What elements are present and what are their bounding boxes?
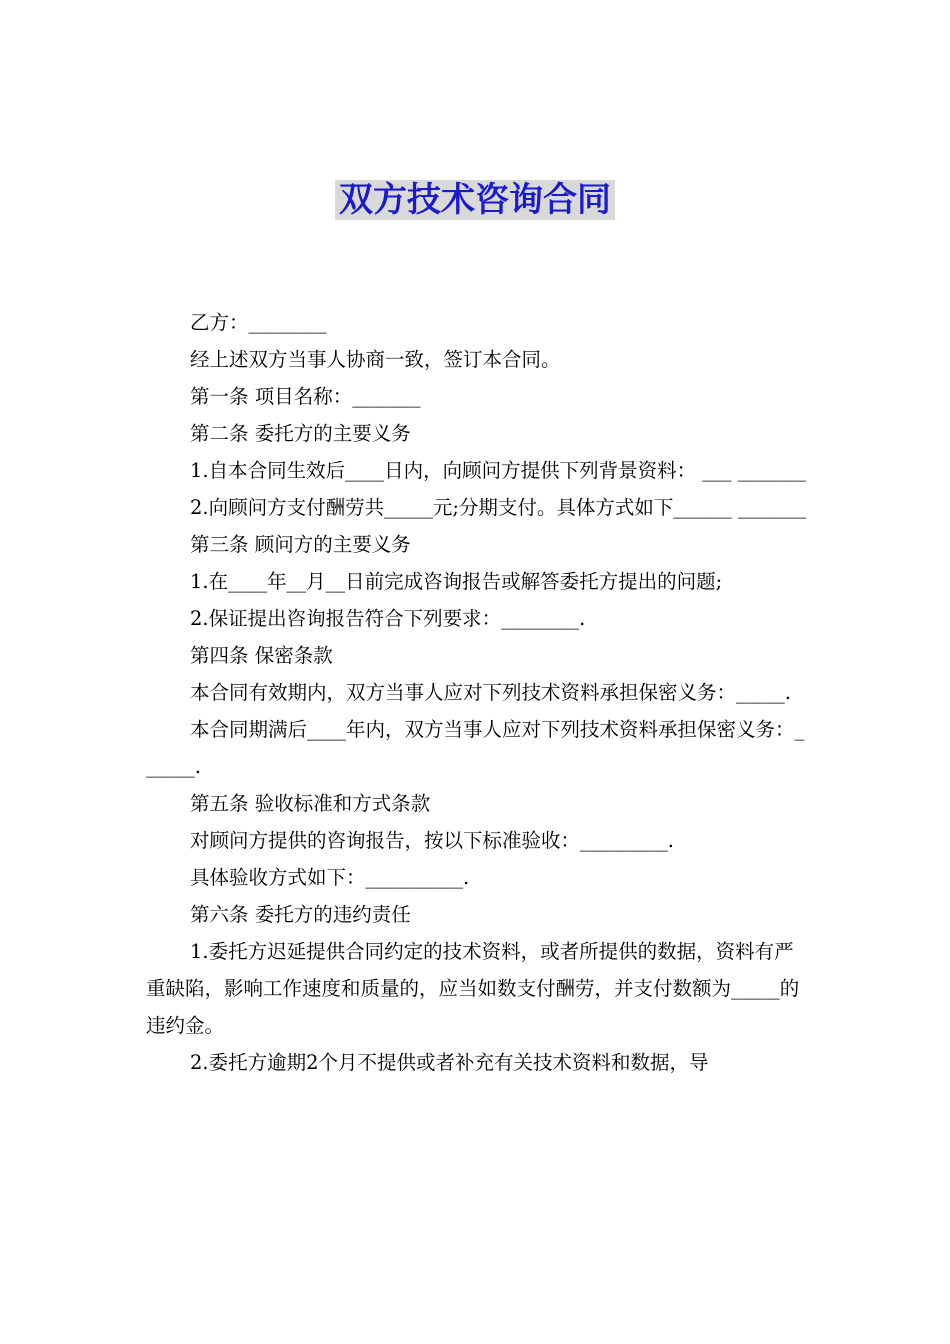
article-3-heading: 第三条 顾问方的主要义务 bbox=[190, 533, 411, 556]
article-3-item-2: 2.保证提出咨询报告符合下列要求：________. bbox=[190, 607, 586, 630]
article-2-heading: 第二条 委托方的主要义务 bbox=[190, 422, 411, 445]
article-4-heading: 第四条 保密条款 bbox=[190, 644, 333, 667]
article-5-clause-1: 对顾问方提供的咨询报告，按以下标准验收：_________. bbox=[190, 829, 674, 852]
article-6-heading: 第六条 委托方的违约责任 bbox=[190, 903, 411, 926]
article-4-clause-1: 本合同有效期内，双方当事人应对下列技术资料承担保密义务：_____. bbox=[190, 681, 791, 704]
article-5-clause-2: 具体验收方式如下：__________. bbox=[190, 866, 470, 889]
article-3-item-1: 1.在____年__月__日前完成咨询报告或解答委托方提出的问题; bbox=[190, 570, 723, 593]
article-2-item-2: 2.向顾问方支付酬劳共_____元;分期支付。具体方式如下______ _______ bbox=[190, 496, 807, 519]
contract-body bbox=[146, 304, 810, 1081]
article-5-heading: 第五条 验收标准和方式条款 bbox=[190, 792, 431, 815]
paragraph-party-b: 乙方：________ bbox=[190, 311, 327, 334]
article-2-item-1: 1.自本合同生效后____日内，向顾问方提供下列背景资料： ___ _______ bbox=[190, 459, 807, 482]
article-6-item-1: 1.委托方迟延提供合同约定的技术资料，或者所提供的数据，资料有严重缺陷，影响工作速度和质量的，应当如数支付酬劳，并支付数额为_____的违约金。 bbox=[146, 940, 800, 1037]
document-title: 双方技术咨询合同 bbox=[0, 174, 950, 226]
article-1-heading: 第一条 项目名称：_______ bbox=[190, 385, 421, 408]
paragraph-agreement: 经上述双方当事人协商一致，签订本合同。 bbox=[190, 348, 561, 371]
article-4-clause-2: 本合同期满后____年内，双方当事人应对下列技术资料承担保密义务：______. bbox=[146, 718, 805, 778]
article-6-item-2: 2.委托方逾期2个月不提供或者补充有关技术资料和数据，导 bbox=[190, 1051, 709, 1074]
